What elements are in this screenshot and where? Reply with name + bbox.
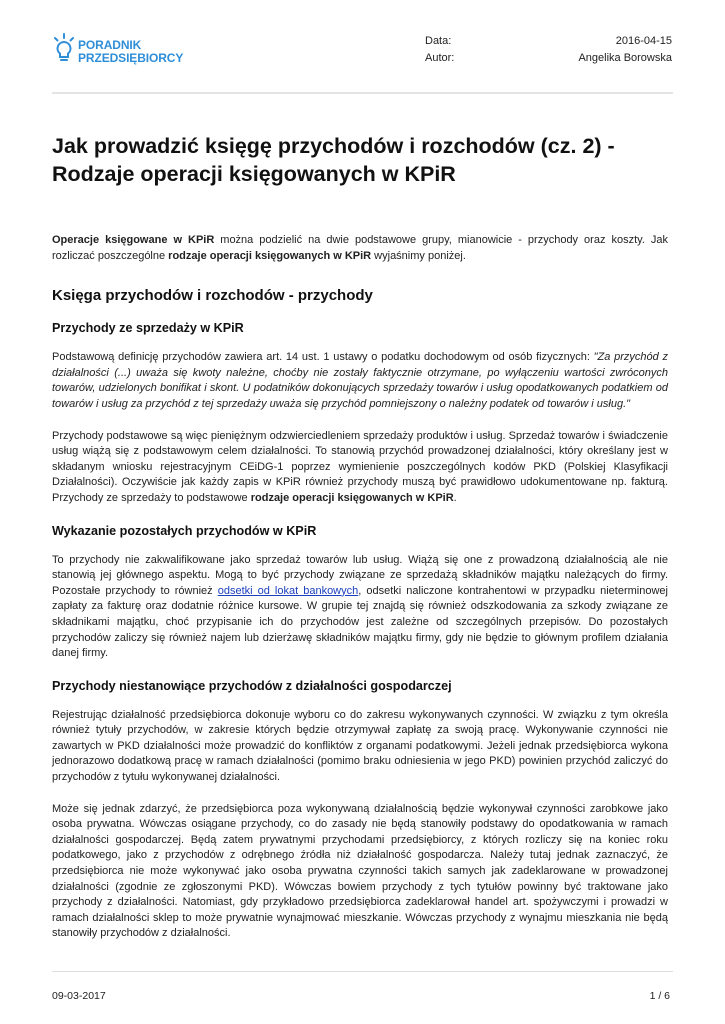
intro-text-2: wyjaśnimy poniżej. [371, 249, 466, 262]
sub2-text-after: , odsetki naliczone kontrahentowi w przypadku nieterminowej zapłaty za fakturę oraz dodatnie różnice kursowe. W grupie tej znajdą się również odszkodowania za szkody związane ze składnikami majątku, choć przypisanie ich do przychodów jest zależne od szczególnych przepisów. Do pozostałych przychodów zaliczy się również najem lub dzierżawę składników majątku firmy, gdy nie będzie to głównym profilem działania danej firmy. [52, 584, 668, 660]
sub1-p1-plain: Podstawową definicję przychodów zawiera art. 14 ust. 1 ustawy o podatku dochodowym od osób fizycznych: [52, 351, 594, 364]
meta-values [578, 33, 672, 67]
date-label: Data: [425, 35, 452, 47]
intro-bold-1: Operacje księgowane w KPiR [52, 234, 215, 246]
footer-divider [52, 971, 673, 972]
article-body [52, 233, 668, 942]
intro-paragraph [52, 233, 668, 264]
sub3-heading: Przychody niestanowiące przychodów z działalności gospodarczej [52, 678, 452, 693]
title-line-1: Jak prowadzić księgę przychodów i rozchodów (cz. 2) - [52, 134, 615, 158]
sub2-heading: Wykazanie pozostałych przychodów w KPiR [52, 523, 317, 538]
brand-logo[interactable] [52, 33, 202, 69]
sub3-paragraph-1: Rejestrując działalność przedsiębiorca dokonuje wyboru co do zakresu wykonywanych czynności. W związku z tym określa również tytuły przychodów, w zakresie których będzie otrzymywał zapłatę za swoją pracę. Wykonywanie czynności nie zawartych w PKD działalności może prowadzić do konfliktów z organami podatkowymi. Jeżeli jednak przedsiębiorca wykona jednorazowo dodatkową pracę w ramach działalności (pomimo braku odniesienia w jego PKD) powinien przychód zaliczyć do przychodów z tytułu wykonywanej działalności. [52, 708, 668, 784]
author-value: Angelika Borowska [578, 52, 672, 64]
sub2-paragraph [52, 553, 668, 662]
sub1-paragraph-1 [52, 350, 668, 412]
sub2-text-before: To przychody nie zakwalifikowane jako sprzedaż towarów lub usług. Wiążą się one z prowadzoną działalnością ale nie stanowią jej głównego aspektu. Mogą to być przychody związane ze sprzedażą składników majątku należących do firmy. Pozostałe przychody to również [52, 553, 668, 597]
date-value: 2016-04-15 [615, 35, 672, 47]
bank-deposit-interest-link[interactable]: odsetki od lokat bankowych [217, 584, 359, 597]
author-label: Autor: [425, 52, 455, 64]
sub1-p2-text: Przychody podstawowe są więc pieniężnym odzwierciedleniem sprzedaży produktów i usług. Sprzedaż towarów i świadczenie usług wiążą się z podstawowym celem działalności. To stanowią przychód prowadzonej działalności, który określany jest w składanym wniosku rejestracyjnym CEiDG-1 poprzez wymienienie poszczególnych kodów PKD (Polskiej Klasyfikacji Działalności). Oczywiście jak każdy zapis w KPiR również przychody muszą być prawidłowo udokumentowane np. fakturą. Przychody ze sprzedaży to podstawowe [52, 429, 668, 504]
sub3-paragraph-2: Może się jednak zdarzyć, że przedsiębiorca poza wykonywaną działalnością będzie wykonywał czynności zarobkowe jako osoba prywatna. Wówczas osiągane przychody, co do zasady nie będą stanowiły podstawy do opodatkowania w ramach działalności gospodarczej. Będą zatem prywatnymi przychodami przedsiębiorcy, z których rozliczy się na koniec roku podatkowego, jako z przychodów z odrębnego źródła niż działalność gospodarcza. Należy tutaj jednak zaznaczyć, że przedsiębiorca nie może wykonywać jako osoba prywatna czynności takich samych jak zadeklarowane w prowadzonej działalności (zgodnie ze zgłoszonymi PKD). Wówczas bowiem przychody z tych tytułów powinny być traktowane jako przychody z działalności. Natomiast, gdy przykładowo przedsiębiorca zadeklarował handel art. spożywczymi i prowadzi w ramach działalności sklep to może prywatnie wynajmować mieszkanie. Wówczas przychody z wynajmu mieszkania nie będą stanowiły przychodów z działalności. [52, 802, 668, 940]
meta-labels [425, 33, 454, 67]
page-number: 1 / 6 [649, 990, 670, 1002]
title-line-2: Rodzaje operacji księgowanych w KPiR [52, 162, 456, 186]
sub1-p2-end: . [453, 491, 457, 504]
brand-name [78, 39, 183, 65]
sub1-p1-quote: "Za przychód z działalności (...) uważa się kwoty należne, choćby nie zostały faktycznie otrzymane, po wyłączeniu wartości zwróconych towarów, udzielonych bonifikat i skont. U podatników dokonujących sprzedaży towarów i usług opodatkowanych podatkiem od towarów i usług za przychód z tej sprzedaży uważa się przychód pomniejszony o należny podatek od towarów i usług." [52, 351, 668, 410]
header-divider [52, 92, 673, 94]
brand-line-2: PRZEDSIĘBIORCY [78, 51, 184, 65]
sub1-heading: Przychody ze sprzedaży w KPiR [52, 321, 244, 336]
sub1-paragraph-2 [52, 429, 668, 507]
footer-date: 09-03-2017 [52, 990, 106, 1002]
intro-text-1: można podzielić na dwie podstawowe grupy, mianowicie - przychody oraz koszty. Jak rozliczać poszczególne [52, 234, 668, 262]
brand-line-1: PORADNIK [78, 38, 142, 52]
section-heading: Księga przychodów i rozchodów - przychody [52, 287, 373, 305]
lightbulb-icon [52, 33, 76, 63]
intro-bold-2: rodzaje operacji księgowanych w KPiR [168, 249, 372, 262]
article-title [52, 132, 677, 188]
sub1-p2-bold: rodzaje operacji księgowanych w KPiR [250, 491, 454, 504]
